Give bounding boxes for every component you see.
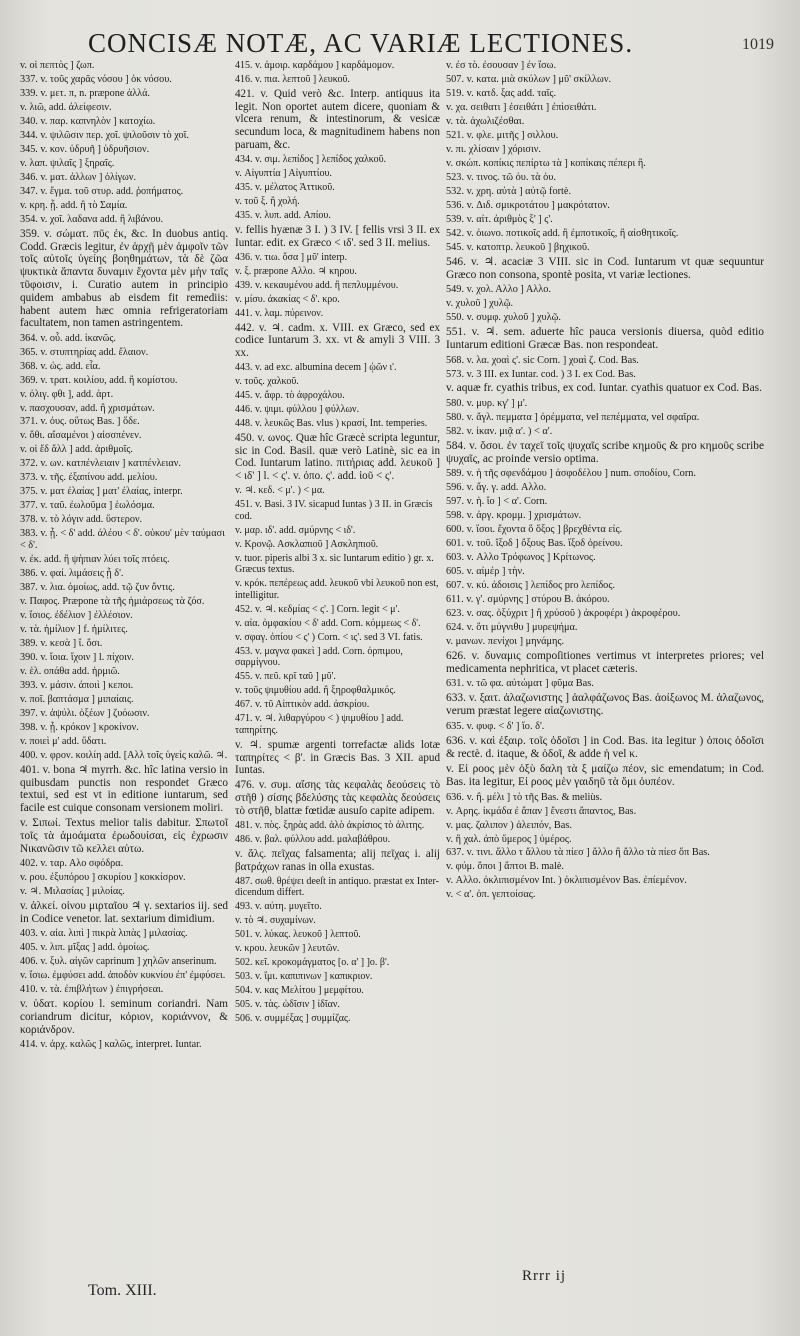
note-entry: 607. v. κύ. ἀδοισις ] λεπίδος pro λεπίδος. <box>446 580 615 592</box>
note-entry: 487. σωθ. θρέψει deeſt in antiquo. præstat ex Inter-dicendum differt. <box>235 875 439 899</box>
note-entry: 580. v. ἄγλ. πεμματα ] ὀρέμματα, vel πεπέμματα, vel σφαῖρα. <box>446 411 700 423</box>
note-entry: 603. v. Αλλο Τρόφωνος ] Κρίτωνος. <box>446 552 596 564</box>
note-entry: 501. v. λύκας. λευκοῦ ] λεπτοῦ. <box>235 929 361 941</box>
note-entry: 371. v. ὀυς. οὕτως Bas. ] ὅδε. <box>20 416 140 428</box>
note-entry: v. ♃. spumæ argenti torrefactæ alids lotæ ταπηρίτες < β'. in Græcis Bas. 3 XII. apud Iuntas. <box>235 738 440 777</box>
note-entry: 523. v. τινος. τῶ ὀυ. τὰ ὀυ. <box>446 171 556 183</box>
note-entry: 450. v. ωνος. Quæ hîc Græcè scripta leguntur, sic in Cod. Basil. quæ verò Latinè, sic ea in Cod. Iuntarum latino. πιτήριας add. λευκοῦ ] < ιδ' ] l. < ς'. v. ὀπο. ς'. add. ἰοῦ < ς'. <box>235 431 440 483</box>
note-entry: v. οἱ πεπτὸς ] ζωπ. <box>20 60 95 71</box>
note-entry: 582. v. ἰκαν. μιᾷ α'. ) < α'. <box>446 425 553 437</box>
note-entry: 539. v. αἰτ. ἀριθμὸς ξ' ] ς'. <box>446 213 553 225</box>
note-entry: v. ποῖ. βαπτάσμα ] μιπαίαις. <box>20 693 134 705</box>
note-entry: 549. v. χολ. Αλλο ] Αλλο. <box>446 284 552 296</box>
note-entry: 637. v. τινι. ἄλλο τ ἄλλου τὰ πίεσ ] ἄλλο ἢ ἄλλο τὰ πίεσ ὅπ Bas. <box>446 847 710 859</box>
note-entry: 584. v. ὄσοι. ἐν ταχεῖ τοῖς ψυχαῖς scribe κημοῦς & pro κημοῦς scribe ψυχαῖς, ac proinde versio optima. <box>446 439 764 465</box>
running-head <box>60 22 774 62</box>
note-entry: 573. v. 3 III. ex Iuntar. cod. ) 3 I. ex Cod. Bas. <box>446 368 636 380</box>
note-entry: v. μανων. πενίχοι ] μηνάμης. <box>446 636 565 648</box>
note-entry: v. ὀλιγ. φθι ], add. ἀρτ. <box>20 388 114 400</box>
note-entry: 387. v. λια. ὁμοίως, add. τῷ ζυν ὄντις. <box>20 581 175 593</box>
note-entry: 605. v. αἰμέρ ] τὴν. <box>446 566 525 578</box>
note-entry: 624. v. ὅτι μύγνιθυ ] μυρεψήμα. <box>446 622 578 634</box>
note-entry: 545. v. κατοπτρ. λευκοῦ ] βηχικοῦ. <box>446 241 590 253</box>
note-entry: 378. v. τὸ λόγιν add. ὕστερον. <box>20 514 143 526</box>
note-entry: v. ἄλς. πεῖχας falsamenta; alij πεῖχας i. alij βατράχων ranas in olla exustas. <box>235 847 440 873</box>
note-entry: 434. v. σιμ. λεπίδος ] λεπίδος χαλκοῦ. <box>235 153 387 165</box>
note-entry: 486. v. βαλ. φύλλου add. μαλαβάθρου. <box>235 833 391 845</box>
note-entry: 439. v. κεκαυμένου add. ἢ πεπλυμμένου. <box>235 279 399 291</box>
note-entry: 390. v. ἴοια. ἴχοιν ] l. πίχοιν. <box>20 651 134 663</box>
note-entry: 354. v. χοῖ. λαδανα add. ἢ λιβάνου. <box>20 213 164 225</box>
note-entry: 476. v. συμ. αἴσης τὰς κεφαλὰς δεούσεις τὸ στῆθ ) σίσης βδελύσης τὰς κεφαλὰς δεούσεις τὸ στῆθ, blattæ fœtidæ ausuſo capite adipem. <box>235 779 440 817</box>
note-entry: 401. v. bona ♃ myrrh. &c. hîc latina versio in quibusdam punctis non respondet Græco textui, sed est vt in editione iuntarum, sed facile est cuique consonam versionem moliri. <box>20 763 228 815</box>
note-entry: 580. v. μυρ. κγ' ] μ'. <box>446 397 528 409</box>
note-entry: v. ♃. κεδ. < μ'. ) < μα. <box>235 485 325 497</box>
note-entry: 633. v. ξαιτ. ἀλαζωνιστης ] ἀαλφάζωνος Bas. ἀοίξωνος M. ἀλαζωνος, verum præstat legere αἰαζωνιστης. <box>446 692 764 718</box>
note-entry: v. tuor. piperis albi 3 x. sic Iuntarum editio ) gr. x. Græcus textus. <box>235 552 434 576</box>
note-entry: 442. v. ♃. cadm. x. VIII. ex Græco, sed ex codice Iuntarum 3. xx. vt & amyli 3 VIII. 3 xx. <box>235 321 440 359</box>
note-entry: 502. κεῖ. κροκομάγματος [ο. α' ] ]ο. β'. <box>235 957 390 969</box>
note-entry: 406. v. ξυλ. αἰγῶν caprinum ] χηλῶν anserinum. <box>20 955 217 967</box>
note-entry: v. ♃. Μιλασίας ] μιλοίας. <box>20 886 125 898</box>
note-entry: v. ἴσιω. ἐμφύσει add. ἀποδὸν κυκνίου ἐπ' ἐμφύσει. <box>20 969 226 981</box>
note-entry: v. Κρονῷ. Ασκλαπιοῦ ] Ασκληπιοῦ. <box>235 538 379 550</box>
note-entry: 635. v. φυφ. < δ' ] ἴο. δ'. <box>446 720 545 732</box>
note-entry: 455. v. πεῦ. κρῖ ταῦ ] μῦ'. <box>235 671 336 683</box>
note-entry: 345. v. κον. ὑδρυῆ ] ὑδρυῆσιον. <box>20 143 150 155</box>
note-entry: 400. v. φρον. κοιλίη add. [Αλλ τοῖς ὑγείς καλῶ. ♃. <box>20 749 228 761</box>
note-entry: 389. v. κεσὰ ] ἴ. ὅσι. <box>20 637 103 649</box>
note-entry: v. τοῦς ψιμυθίου add. ἢ ξηροφθαλμικός. <box>235 685 396 697</box>
note-entry: 373. v. τῆς. ἐξαπίνου add. μελίου. <box>20 472 158 484</box>
note-entry: v. κρη. ᾖ. add. ἢ τὸ Σαμία. <box>20 199 128 211</box>
note-entry: v. Σιπωί. Textus melior talis dabitur. Σπωτοῖ τοῖς τὰ ἀμοάματα ἐρωδουίσαι, εἰς ἐχρωσιν Νικανῶσιν τῶ κελλει αὐτω. <box>20 817 228 855</box>
note-entry: 493. v. αὐτη. μυγεῖτο. <box>235 901 322 913</box>
note-entry: v. Αρης. ἰκμάδα ἐ ἄπαν ] ἔνεστι ἄπαντος, Bas. <box>446 805 637 817</box>
note-entry: 521. v. φλε. μιτῆς ] σιλλου. <box>446 129 559 141</box>
note-entry: 337. v. τοῦς χαρᾶς νόσου ] ὁκ νόσου. <box>20 73 172 85</box>
note-entry: 346. v. ματ. ἀλλων ] ὀλίγων. <box>20 171 137 183</box>
note-entry: 503. v. ἴμι. καπιπινων ] καπικριον. <box>235 971 373 983</box>
note-entry: v. πι. χλίσαιν ] χόρισιν. <box>446 143 541 155</box>
note-entry: v. μίσυ. ἀκακίας < δ'. κρο. <box>235 293 340 305</box>
note-entry: 631. v. τῶ φα. αὐτώματ ] φῦμα Bas. <box>446 678 594 690</box>
note-entry: 600. v. ἴσοι. ἔχοντα ὅ ὅξος ] βρεχθέντα εἰς. <box>446 524 623 536</box>
middle-column <box>235 60 440 1336</box>
note-entry: v. ξ. præpone Αλλο. ♃ κηρου. <box>235 265 357 277</box>
note-entry: 506. v. συμμέξας ] συμμίζας. <box>235 1013 351 1025</box>
note-entry: 415. v. ἀμοιρ. καρδάμου ] καρδάμομον. <box>235 60 395 71</box>
note-entry: 471. v. ♃. λιθαργύρου < ) ψιμυθίου ] add. ταπηρίτης. <box>235 713 404 736</box>
note-entry: 369. v. τρατ. κοιλίου, add. ἢ κομίστου. <box>20 374 178 386</box>
note-entry: v. ὑδατ. κορίου l. seminum coriandri. Nam coriandrum dicitur, κόριον, κοριάννον, & κοριάνδρον. <box>20 997 228 1036</box>
note-entry: v. κρου. λευκῶν ] λευτῶν. <box>235 943 340 955</box>
note-entry: 546. v. ♃. acaciæ 3 VIII. sic in Cod. Iuntarum vt quæ sequuntur Græco non consona, spontè posita, vt variæ lectiones. <box>446 255 764 281</box>
note-entry: 597. v. ἡ. ἴο ] < α'. Corn. <box>446 496 548 508</box>
note-entry: 340. v. παρ. καπνηλὸν ] κατοχίω. <box>20 115 156 127</box>
note-entry: v. φύμ. ὄποι ] ἄπτοι B. malè. <box>446 861 565 873</box>
note-entry: v. λαπ. ψιλαῖς ] ξηραῖς. <box>20 157 115 169</box>
note-entry: 453. v. μαγνα φακεὶ ] add. Corn. ὀρπιμου, σαρμίγνου. <box>235 645 403 669</box>
note-entry: 372. v. ων. κατπένλειαιν ] κατπένλειαν. <box>20 458 181 470</box>
note-entry: 598. v. ἀργ. κρομμ. ] χρισμάτων. <box>446 510 582 522</box>
note-entry: v. μας. ζαλιπον ) ἀλειπόν, Bas. <box>446 819 572 831</box>
note-entry: 383. v. ᾖ. < δ' add. ἀλέου < δ'. οὐκου' μὲν ταύμασι < δ'. <box>20 528 225 551</box>
note-entry: 596. v. ἄγ. γ. add. Αλλο. <box>446 482 547 494</box>
note-entry: v. τὸ ♃. συχαμίνων. <box>235 915 316 927</box>
note-entry: v. κρόκ. πεπέρεως add. λευκοῦ vbi λευκοῦ non est, intelligitur. <box>235 578 439 601</box>
note-entry: v. ἢ χαλ. ἀπὸ ὕμερος ] ὑμέρος. <box>446 833 572 845</box>
note-entry: 368. v. ὡς. add. εἶα. <box>20 360 101 372</box>
note-entry: 365. v. στυπτηρίας add. ἔλαιον. <box>20 346 149 358</box>
note-entry: 364. v. οὗ. add. ἱκανῶς. <box>20 332 116 344</box>
note-entry: v. τὰ. ἀχωλιζέσθαι. <box>446 115 525 127</box>
note-entry: v. aquæ fr. cyathis tribus, ex cod. Iuntar. cyathis quatuor ex Cod. Bas. <box>446 382 762 395</box>
note-entry: 403. v. αἰα. λιπὶ ] πικρὰ λιπὰς ] μιλασίας. <box>20 928 188 939</box>
note-entry: 536. v. Διδ. σμικροτάτου ] μακρότατον. <box>446 199 610 211</box>
note-entry: v. ἀλκεί. οἰνου μιρταῖου ♃ γ. sextarios iij. sed in Codice venetor. lat. sextarium dimidium. <box>20 900 228 925</box>
note-entry: v. σφαγ. ὀπίου < ς' ) Corn. < ις'. sed 3 VI. fatis. <box>235 631 423 643</box>
note-entry: 405. v. λιπ. μῖξας ] add. ὁμοίως. <box>20 941 150 953</box>
note-entry: 623. v. σας. ὀξύχριτ ] ἢ χρύσοῦ ) ἀκροφέρι ) ἀκροφέρου. <box>446 608 681 620</box>
note-entry: v. < α'. ὀπ. γεπτοίσας. <box>446 889 536 901</box>
note-entry: 414. v. ἀρχ. καλῶς ] καλῶς, interpret. Iuntar. <box>20 1038 202 1050</box>
note-entry: 504. v. κας Μελίτου ] μεμφίτου. <box>235 985 364 997</box>
note-entry: 386. v. φαί. λιμάσεις ᾗ δ'. <box>20 567 124 579</box>
note-entry: 448. v. λευκῶς Bas. vlus ) κρασί, Int. temperies. <box>235 417 428 429</box>
note-entry: 398. v. ᾖ. κρόκον ] κροκίνον. <box>20 721 139 733</box>
note-entry: v. ἑλ. οπάθα add. ἡρμιῶ. <box>20 665 120 677</box>
note-entry: v. οἱ ἔδ ἄλλ ] add. ἀριθμοῖς. <box>20 444 133 456</box>
note-entry: 611. v. γ'. σμύρνης ] στύρου B. ἀκόρου. <box>446 594 610 606</box>
note-entry: 532. v. χρη. αὐτὰ ] αὐτῷ fortè. <box>446 185 572 197</box>
note-entry: v. Αλλο. ὀκλιπισμένον Int. ) ὀκλιπισμένον Bas. ἐπίεμένον. <box>446 875 687 887</box>
note-entry: 416. v. πια. λεπτοῦ ] λευκοῦ. <box>235 73 350 85</box>
note-entry: 375. v. ματ ἐλαίας ] ματ' ἐλαίας, interpr. <box>20 486 183 498</box>
note-entry: v. χα. σειθατι ] ἐσειθάτι ] ἐπὶσειθάτι. <box>446 101 597 113</box>
note-entry: 435. v. μέλατος Ἀττικοῦ. <box>235 181 335 193</box>
note-entry: 435. v. λυπ. add. Απίου. <box>235 209 331 221</box>
note-entry: 397. v. ἀψύλι. ὀξέων ] ζυόωσιν. <box>20 707 150 719</box>
note-entry: v. ἐσ τὸ. ἐσουσαν ] ἐν ἴσω. <box>446 60 557 71</box>
note-entry: 339. v. μετ. π, n. præpone ἀλλά. <box>20 87 150 99</box>
note-entry: v. ἐκ. add. ἢ ψὴπιαν λύει τοῖς πτόεις. <box>20 553 170 565</box>
note-entry: 344. v. ψιλῶσιν περ. χοῖ. ψιλοῦσιν τὸ χοῖ. <box>20 129 189 141</box>
right-column <box>446 60 764 1336</box>
note-entry: v. ὅθι. αἴσαμένοι ) αἰσσπένεν. <box>20 430 142 442</box>
note-entry: v. μαρ. ιδ'. add. σμύρνης < ιδ'. <box>235 524 356 536</box>
note-entry: 626. v. δυναμις compoſitiones vertimus vt interpretes priores; vel medicamenta nephritica, vt placet cæteris. <box>446 650 764 676</box>
note-entry: 452. v. ♃. κεδμίας < ς'. ] Corn. legit < μ'. <box>235 603 400 615</box>
note-entry: 636. v. ἢ. μέλι ] τὸ τῆς Bas. & meliùs. <box>446 791 603 803</box>
note-entry: 568. v. λα. χοαὶ ς'. sic Corn. ] χοαὶ ζ. Cod. Bas. <box>446 354 639 366</box>
note-entry: 359. v. σώματ. πῦς ἐκ, &c. In duobus antiq. Codd. Græcis legitur, ἐν ἀρχῇ μὲν ἀμφοῖν τῶν τοῖς αὐτοῖς ὑγείης βοηθημάτων, τὰ δὲ ζῶα ψυκτικὰ ἅπαντα δυναμιν ἔχοντα μὲν μὴν ταῖς τῦφοισιν, i. Curatio autem in principio quidem ambabus ab eisdem fit remediis: habent autem hæc omnia refrigeratoriam facultatem, non tamen astringentem. <box>20 227 228 330</box>
note-entry: 421. v. Quid verò &c. Interp. antiquus ita legit. Non oportet autem dicere, quoniam & vlcera renum, & intestinorum, & vesicæ secundum loca, & magnitudinem habens non paruam, &c. <box>235 87 440 151</box>
note-entry: 636. v. καὶ ἐξαιρ. τοῖς ὀδοῖσι ] in Cod. Bas. ita legitur ) ὀποις ὀδοῖσι & rectè. d. itaque, & ὀδοῖ, & adde ἡ vel κ. <box>446 734 764 760</box>
note-entry: 347. v. ἔγμα. τοῦ στυρ. add. ῥοπήματος. <box>20 185 184 197</box>
note-entry: v. τὰ. ἡμίλιον ] f. ἡμίλιτες. <box>20 623 128 635</box>
note-entry: v. Παφος. Præpone τὰ τῆς ἡμιάρσεως τὰ ζόσ. <box>20 595 205 607</box>
page-number: 1019 <box>742 36 774 53</box>
note-entry: 451. v. Basi. 3 IV. sicapud Iuntas ) 3 II. in Græcis cod. <box>235 499 433 522</box>
note-entry: 441. v. λαμ. πύρεινον. <box>235 307 324 319</box>
note-entry: 393. v. μάσιν. ἀποιὶ ] κεποι. <box>20 679 134 691</box>
note-entry: v. ἴσιος. ἐδέλιον ] ἐλλέσιον. <box>20 609 133 621</box>
note-entry: 505. v. τὰς. ὠδῖσιν ] ἰδῖαν. <box>235 999 340 1011</box>
note-entry: 601. v. τοῦ. ἴξοδ ] ὄξους Bas. ἴξοδ ὀρείνου. <box>446 538 623 550</box>
note-entry: v. τοῦς. χαλκοῦ. <box>235 376 299 387</box>
note-entry: v. Αἰγυπτία ] Αἰγυπτίου. <box>235 167 332 179</box>
note-entry: 589. v. ἡ τῆς σφενδάμου ] ἀσφοδέλου ] num. σποδίου, Corn. <box>446 468 696 480</box>
note-entry: 402. v. ταρ. Αλο σφόδρα. <box>20 858 124 870</box>
volume-label: Tom. XIII. <box>88 1282 157 1299</box>
note-entry: 436. v. τιω. ὅσα ] μῦ' interp. <box>235 251 348 263</box>
note-entry: v. σκώπ. κοπίκις πεπίρτω τὰ ] κοπίκαις πέπερι ἢ. <box>446 157 646 169</box>
note-entry: 446. v. ψιμι. φύλλου ] φύλλων. <box>235 403 360 415</box>
note-entry: v. τοῦ ξ. ἢ χολή. <box>235 195 300 207</box>
note-entry: v. πασχουσαν, add. ἢ χρισμάτων. <box>20 402 155 414</box>
note-entry: 377. v. ταῦ. ἐωλοῦμα ] ἑωλόσμα. <box>20 500 155 512</box>
note-entry: v. χυλοῦ ] χυλῷ. <box>446 298 514 310</box>
left-column <box>20 60 228 1336</box>
note-entry: v. Εἰ ροος μὲν ὀξὺ δαλη τὰ ξ μαίζω πέον, sic emendatum; in Cod. Bas. ita legitur, Εἰ ροος μὲν γαιδηῦ τὰ ὅμι ὀυπέον. <box>446 763 764 789</box>
note-entry: v. λιῶ, add. ἀλείφεσιν. <box>20 101 112 113</box>
note-entry: 445. v. ἄφρ. τὸ ἀφροχάλου. <box>235 389 345 401</box>
note-entry: 467. v. τῦ Αἰπτικὸν add. ἀσκρίου. <box>235 699 370 711</box>
note-entry: 481. v. πὸς. ξηρὰς add. ἀλὸ ἀκρίσιος τὸ ἀλιτης. <box>235 819 425 831</box>
note-entry: 542. v. ὀιωνο. ποτικοῖς add. ἢ ἐμποτικοῖς, ἢ αἰσθητικοῖς. <box>446 227 679 239</box>
note-entry: 410. v. τὰ. ἐπιβλήτων ) ἐπιγρήσεαι. <box>20 983 164 995</box>
note-entry: v. αἰα. ὀμφακίου < δ' add. Corn. κόμμεως < δ'. <box>235 617 421 629</box>
running-title: CONCISÆ NOTÆ, AC VARIÆ LECTIONES. <box>88 28 634 58</box>
note-entry: 551. v. ♃. sem. aduerte hîc pauca versionis diuersa, quòd editio Iuntarum editioni Græcæ Bas. non respondeat. <box>446 326 764 352</box>
note-entry: 519. v. κατδ. ξας add. ταῖς. <box>446 87 557 99</box>
note-entry: 550. v. συμφ. χυλοῦ ] χυλῷ. <box>446 312 561 324</box>
signature-mark: Rrrr ij <box>522 1268 567 1284</box>
note-entry: v. fellis hyænæ 3 I. ) 3 IV. [ fellis vrsi 3 II. ex Iuntar. edit. ex Græco < ιδ'. sed 3 II. melius. <box>235 223 440 249</box>
note-entry: 443. v. ad exc. albumina decem ] ᾠῶν ι'. <box>235 362 397 374</box>
note-entry: v. ποιεὶ μ' add. ὕδατι. <box>20 735 107 747</box>
note-entry: v. ρου. ἐξυπόρου ] σκυρίου ] κοκκίσρον. <box>20 872 186 884</box>
note-entry: 507. v. κατα. μιὰ σκύλων ] μῦ' σκίλλων. <box>446 73 612 85</box>
